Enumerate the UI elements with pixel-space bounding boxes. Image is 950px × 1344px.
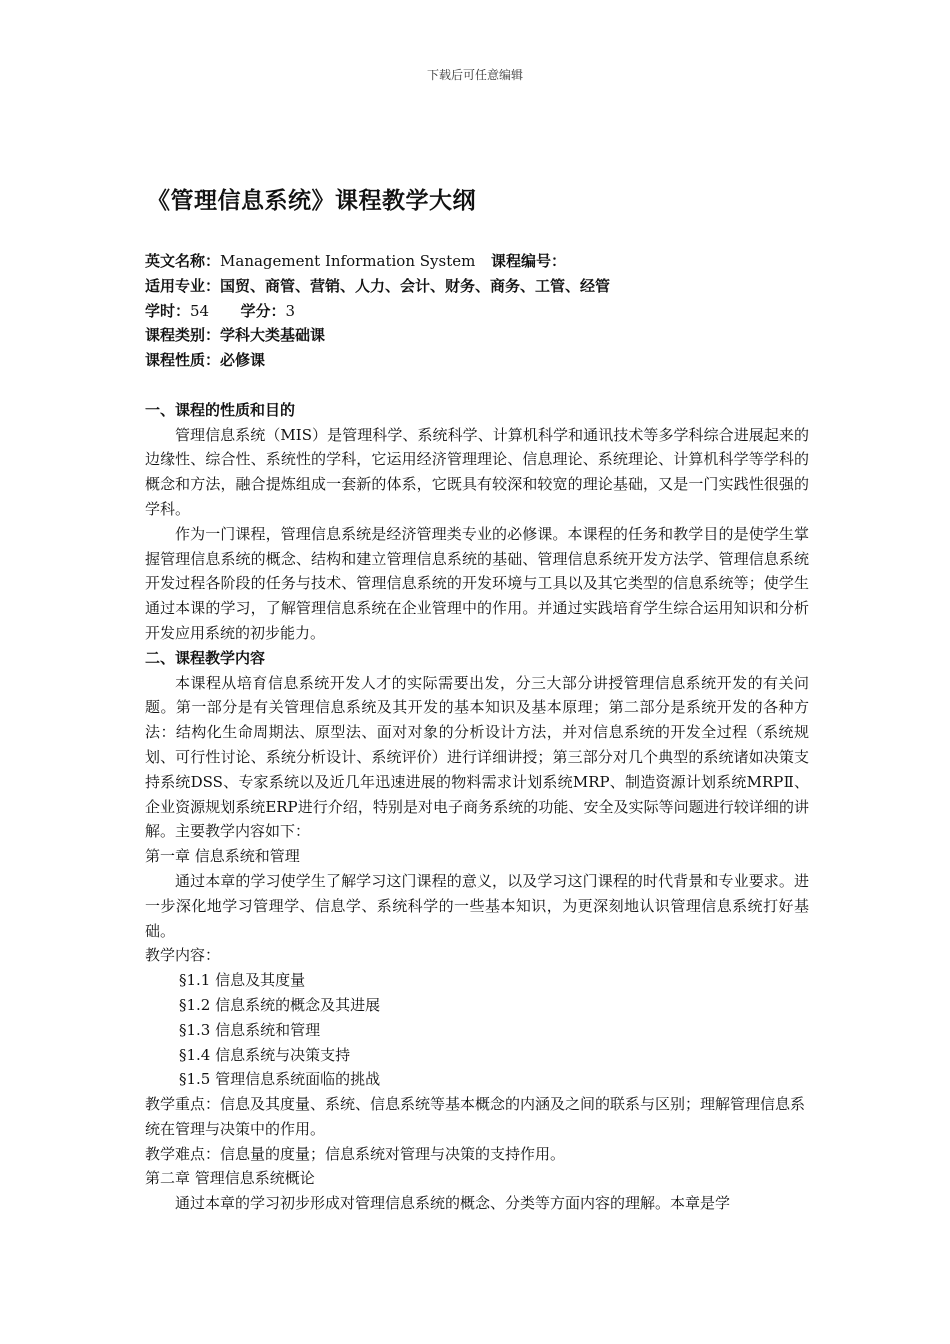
credits-value: 3 [285,301,296,320]
chapter-title: 第二章 管理信息系统概论 [145,1169,315,1188]
list-item: §1.2 信息系统的概念及其进展 [179,995,381,1014]
course-code-label: 课程编号： [491,252,567,270]
english-name-line [145,249,809,274]
paragraph: 管理信息系统（MIS）是管理科学、系统科学、计算机科学和通讯技术等多学科综合进展起来的边缘性、综合性、系统性的学科，它运用经济管理理论、信息理论、系统理论、计算机科学等学科的概念和方法，融合提炼组成一套新的体系，它既具有较深和较宽的理论基础，又是一门实践性很强的学科。 [145,425,809,518]
category-line [145,323,809,348]
list-item: §1.4 信息系统与决策支持 [179,1045,351,1064]
hours-credits-line [145,299,809,324]
credits-label: 学分： [240,301,286,320]
page-header-note: 下载后可任意编辑 [426,68,523,82]
hours-value: 54 [190,301,210,320]
category-label: 课程类别： [145,326,221,345]
english-name-value: Management Information System [220,252,476,270]
paragraph: 通过本章的学习初步形成对管理信息系统的概念、分类等方面内容的理解。本章是学 [175,1194,731,1213]
paragraph: 本课程从培育信息系统开发人才的实际需要出发，分三大部分讲授管理信息系统开发的有关问题。第一部分是有关管理信息系统及其开发的基本知识及基本原理；第二部分是系统开发的各种方法：结构化生命周期法、原型法、面对对象的分析设计方法，并对信息系统的开发全过程（系统规划、可行性讨论、系统分析设计、系统评价）进行详细讲授；第三部分对几个典型的系统诸如决策支持系统DSS、专家系统以及近几年迅速进展的物料需求计划系统MRP、制造资源计划系统MRPⅡ、企业资源规划系统ERP进行介绍，特别是对电子商务系统的功能、安全及实际等问题进行较详细的讲解。主要教学内容如下： [145,673,809,841]
list-item: §1.1 信息及其度量 [179,971,306,990]
spacer [145,373,809,398]
english-name-label: 英文名称： [145,252,221,270]
teaching-content-label: 教学内容： [145,946,221,965]
difficulties: 教学难点：信息量的度量；信息系统对管理与决策的支持作用。 [145,1144,566,1163]
paragraph: 通过本章的学习使学生了解学习这门课程的意义，以及学习这门课程的时代背景和专业要求。进一步深化地学习管理学、信息学、系统科学的一些基本知识，为更深刻地认识管理信息系统打好基础。 [145,871,809,940]
paragraph: 作为一门课程，管理信息系统是经济管理类专业的必修课。本课程的任务和教学目的是使学生掌握管理信息系统的概念、结构和建立管理信息系统的基础、管理信息系统开发方法学、管理信息系统开发过程各阶段的任务与技术、管理信息系统的开发环境与工具以及其它类型的信息系统等；使学生通过本课的学习，了解管理信息系统在企业管理中的作用。并通过实践培育学生综合运用知识和分析开发应用系统的初步能力。 [145,524,809,642]
chapter-title: 第一章 信息系统和管理 [145,847,300,866]
key-points: 教学重点：信息及其度量、系统、信息系统等基本概念的内涵及之间的联系与区别；理解管理信息系统在管理与决策中的作用。 [145,1095,806,1138]
majors-line [145,274,809,299]
nature-value: 必修课 [220,351,266,370]
document-body [145,249,809,1216]
majors-label: 适用专业： [145,276,221,295]
section-heading-content: 二、课程教学内容 [145,648,266,667]
nature-line [145,348,809,373]
page-title: 《管理信息系统》课程教学大纲 [147,188,476,214]
hours-label: 学时： [145,301,191,320]
category-value: 学科大类基础课 [220,326,326,345]
list-item: §1.3 信息系统和管理 [179,1020,321,1039]
nature-label: 课程性质： [145,351,221,370]
section-heading-purpose: 一、课程的性质和目的 [145,400,296,419]
list-item: §1.5 管理信息系统面临的挑战 [179,1070,381,1089]
majors-value: 国贸、商管、营销、人力、会计、财务、商务、工管、经管 [220,276,611,295]
